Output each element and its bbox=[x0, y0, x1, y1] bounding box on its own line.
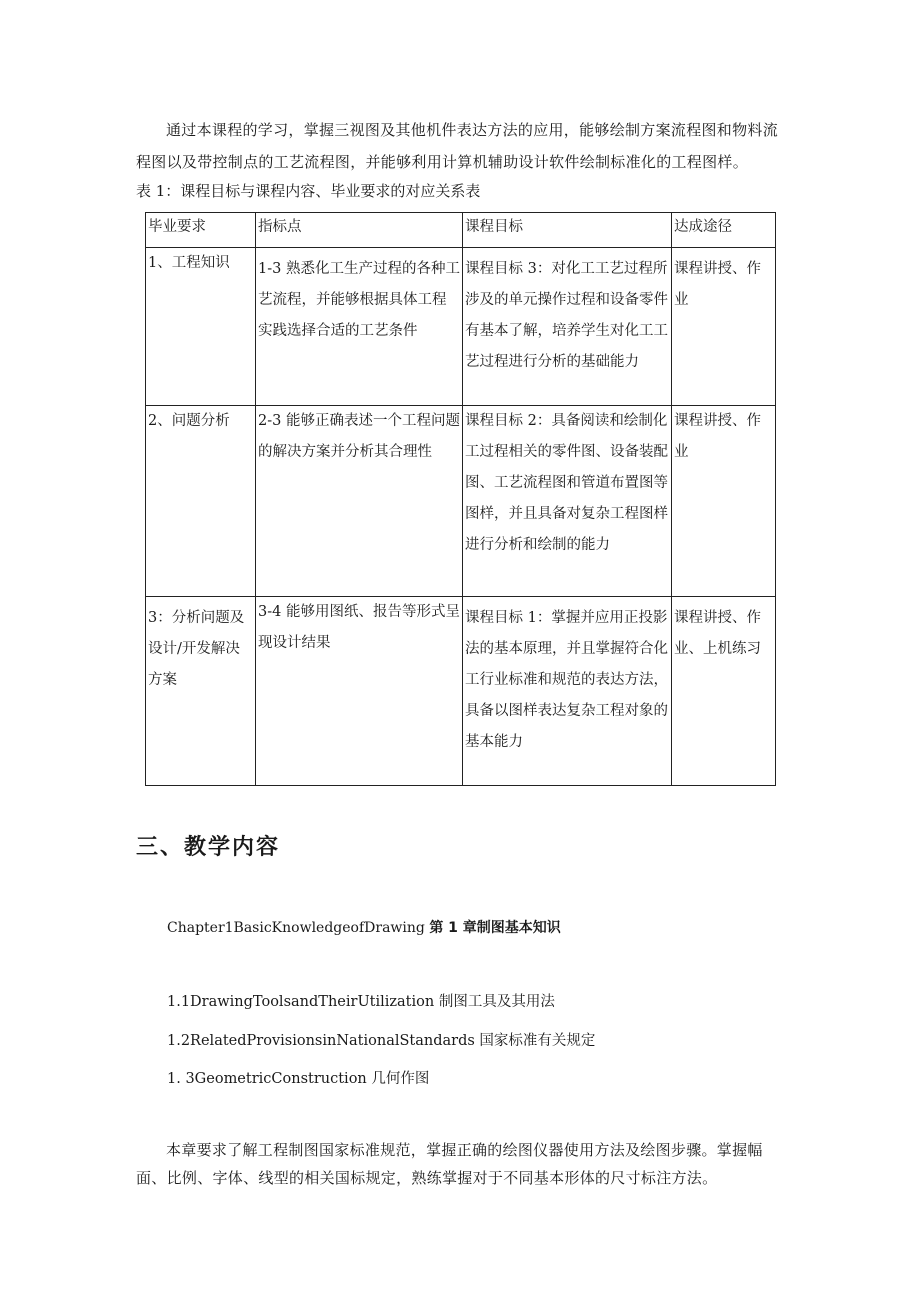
table-row bbox=[146, 406, 776, 597]
cell-objective bbox=[463, 597, 672, 786]
cell-indicator bbox=[256, 597, 463, 786]
cell-requirement bbox=[146, 597, 256, 786]
header-indicator: 指标点 bbox=[256, 213, 463, 248]
objective-text: 课程目标 1：掌握并应用正投影法的基本原理，并且掌握符合化工行业标准和规范的表达方法，具备以图样表达复杂工程对象的基本能力 bbox=[465, 610, 668, 750]
section-item: 1. 3GeometricConstruction 几何作图 bbox=[167, 1071, 430, 1087]
header-objective: 课程目标 bbox=[463, 213, 672, 248]
header-approach: 达成途径 bbox=[672, 213, 776, 248]
chapter-summary: 本章要求了解工程制图国家标准规范，掌握正确的绘图仪器使用方法及绘图步骤。掌握幅面、比例、字体、线型的相关国标规定，熟练掌握对于不同基本形体的尺寸标注方法。 bbox=[136, 1141, 763, 1187]
section-title: 三、教学内容 bbox=[136, 835, 281, 860]
header-requirement: 毕业要求 bbox=[146, 213, 256, 248]
objectives-table bbox=[145, 212, 776, 786]
cell-requirement bbox=[146, 406, 256, 597]
approach-text: 课程讲授、作业 bbox=[674, 261, 761, 308]
table-header-row bbox=[146, 213, 776, 248]
cell-approach bbox=[672, 406, 776, 597]
cell-requirement bbox=[146, 248, 256, 406]
objective-text: 课程目标 2：具备阅读和绘制化工过程相关的零件图、设备装配图、工艺流程图和管道布置图等图样，并且具备对复杂工程图样进行分析和绘制的能力 bbox=[465, 413, 668, 553]
cell-indicator bbox=[256, 248, 463, 406]
table-row bbox=[146, 597, 776, 786]
chapter-heading bbox=[167, 917, 561, 937]
cell-indicator bbox=[256, 406, 463, 597]
section-item: 1.2RelatedProvisionsinNationalStandards 国家标准有关规定 bbox=[167, 1033, 596, 1049]
section-item: 1.1DrawingToolsandTheirUtilization 制图工具及其用法 bbox=[167, 994, 555, 1010]
cell-objective bbox=[463, 248, 672, 406]
indicator-text: 2-3 能够正确表述一个工程问题的解决方案并分析其合理性 bbox=[258, 413, 460, 460]
chapter-title-en: Chapter1BasicKnowledgeofDrawing bbox=[167, 920, 425, 936]
cell-approach bbox=[672, 248, 776, 406]
table-caption: 表 1：课程目标与课程内容、毕业要求的对应关系表 bbox=[136, 182, 481, 200]
requirement-text: 3：分析问题及设计/开发解决方案 bbox=[148, 610, 245, 688]
approach-text: 课程讲授、作业、上机练习 bbox=[674, 610, 761, 657]
chapter-title-cn: 第 1 章制图基本知识 bbox=[429, 920, 561, 936]
indicator-text: 3-4 能够用图纸、报告等形式呈现设计结果 bbox=[258, 604, 460, 651]
table-row bbox=[146, 248, 776, 406]
cell-approach bbox=[672, 597, 776, 786]
cell-objective bbox=[463, 406, 672, 597]
requirement-text: 2、问题分析 bbox=[148, 413, 230, 429]
requirement-text: 1、工程知识 bbox=[148, 255, 230, 271]
intro-paragraph: 通过本课程的学习，掌握三视图及其他机件表达方法的应用，能够绘制方案流程图和物料流程图以及带控制点的工艺流程图，并能够利用计算机辅助设计软件绘制标准化的工程图样。 bbox=[136, 121, 779, 171]
indicator-text: 1-3 熟悉化工生产过程的各种工艺流程，并能够根据具体工程实践选择合适的工艺条件 bbox=[258, 261, 460, 339]
objective-text: 课程目标 3：对化工工艺过程所涉及的单元操作过程和设备零件有基本了解，培养学生对化工工艺过程进行分析的基础能力 bbox=[465, 261, 668, 370]
approach-text: 课程讲授、作业 bbox=[674, 413, 761, 460]
